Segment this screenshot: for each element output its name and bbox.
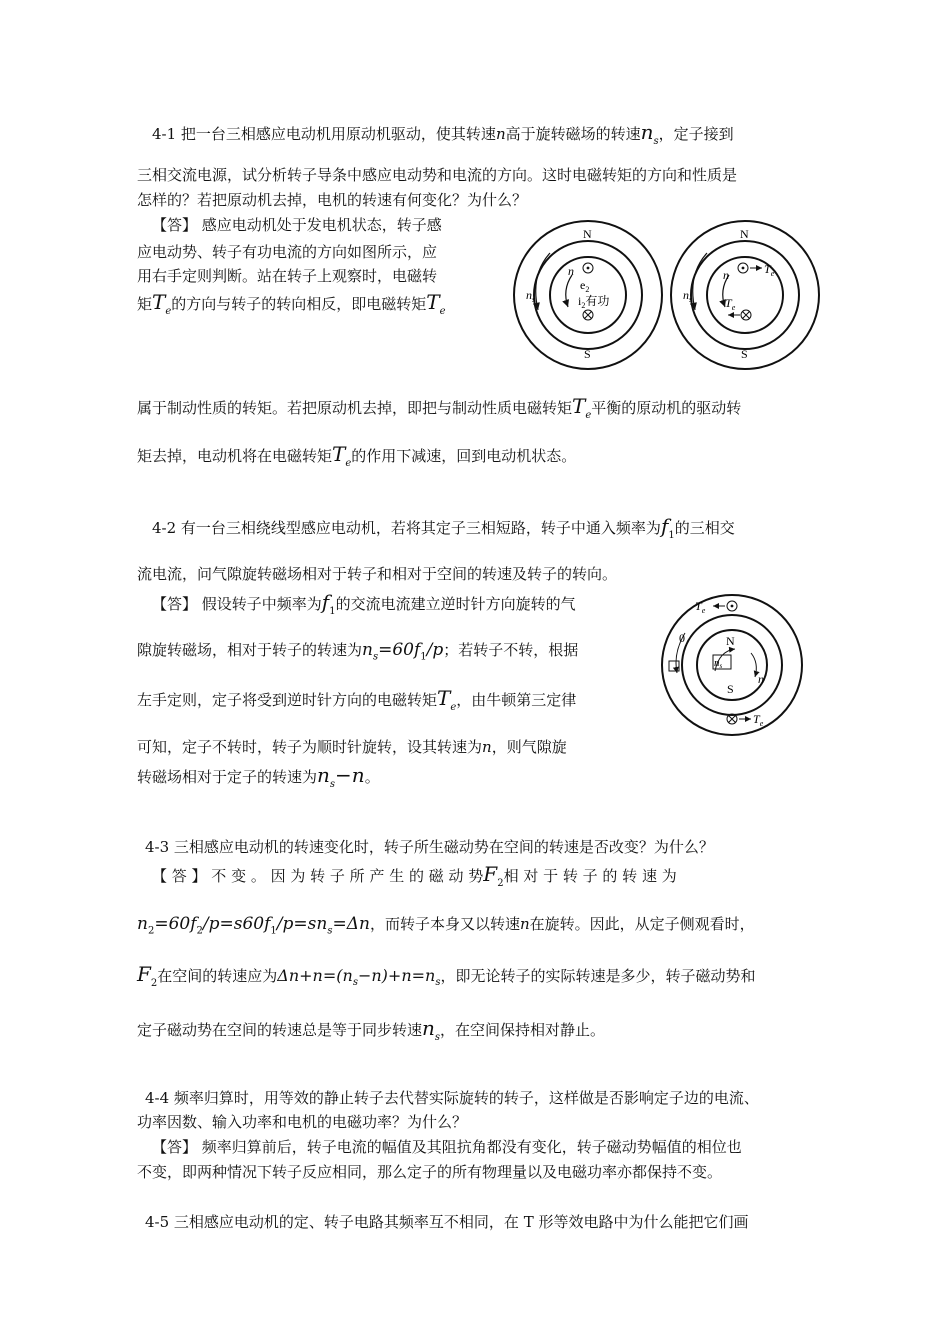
math-f1: $f_1$ xyxy=(660,514,675,541)
q3-answer-1 xyxy=(152,864,677,894)
stator-box-icon xyxy=(669,661,679,671)
math-ns-formula: $n_s=60f_1/p$ xyxy=(362,640,444,663)
ns-label: ns xyxy=(714,657,723,670)
q1-line-2: 三相交流电源，试分析转子导条中感应电动势和电流的方向。这时电磁转矩的方向和性质是 xyxy=(137,166,738,184)
q3-text: 在空间的转速应为 xyxy=(157,967,278,985)
q2-answer-1 xyxy=(152,592,576,622)
q2-answer-2 xyxy=(137,640,578,667)
math-n: n xyxy=(495,125,506,143)
south-label: S xyxy=(584,347,591,361)
q3-answer-3 xyxy=(137,964,755,994)
math-F2: $F_2$ xyxy=(137,962,158,989)
q1-text: 高于旋转磁场的转速 xyxy=(505,125,641,143)
figure-stator-shorted xyxy=(655,593,805,738)
q2-text: 4-2 有一台三相绕线型感应电动机，若将其定子三相短路，转子中通入频率为 xyxy=(152,519,661,537)
q1-answer-6 xyxy=(137,444,576,474)
q2-line-2: 流电流，问气隙旋转磁场相对于转子和相对于空间的转速及转子的转向。 xyxy=(137,565,618,583)
q2-text: 的交流电流建立逆时针方向旋转的气 xyxy=(335,595,576,613)
n-label: n xyxy=(758,672,764,686)
q1-answer-4 xyxy=(137,292,446,322)
q4-line-1: 4-4 频率归算时，用等效的静止转子去代替实际旋转的转子，这样做是否影响定子边的电流、 xyxy=(145,1089,759,1107)
q1-text: 的方向与转子的转向相反，即电磁转矩 xyxy=(171,295,427,313)
q1-answer-3: 用右手定则判断。站在转子上观察时，电磁转 xyxy=(137,267,438,285)
q4-line-2: 功率因数、输入功率和电机的电磁功率？为什么？ xyxy=(137,1113,468,1131)
math-ns: $n_s$ xyxy=(422,1016,441,1043)
q2-answer-3 xyxy=(137,688,576,718)
q4-answer-1: 【答】 频率归算前后，转子电流的幅值及其阻抗角都没有变化，转子磁动势幅值的相位也 xyxy=(152,1138,742,1156)
math-Te: $T_e$ xyxy=(572,394,592,421)
q2-text: ，则气隙旋 xyxy=(491,738,567,756)
q2-text: ；若转子不转，根据 xyxy=(443,641,579,659)
north-label: N xyxy=(583,227,592,241)
south-label: S xyxy=(727,682,734,696)
q2-text: 左手定则，定子将受到逆时针方向的电磁转矩 xyxy=(137,691,438,709)
q2-text: 隙旋转磁场，相对于转子的转速为 xyxy=(137,641,363,659)
math-n2-formula: $n_2=60f_2/p=s60f_1/p=sn_s=\Delta n$ xyxy=(137,914,370,937)
q2-text: 可知，定子不转时，转子为顺时针旋转，设其转速为 xyxy=(137,738,483,756)
q1-line-3: 怎样的？若把原动机去掉，电机的转速有何变化？为什么？ xyxy=(137,191,528,209)
Te-label: $T_e$ xyxy=(725,296,736,312)
q2-text: 【答】 假设转子中频率为 xyxy=(152,595,322,613)
q2-text: 的三相交 xyxy=(674,519,735,537)
q1-text: 4-1 把一台三相感应电动机用原动机驱动，使其转速 xyxy=(152,125,496,143)
q2-text: 转磁场相对于定子的转速为 xyxy=(137,768,318,786)
q3-answer-2 xyxy=(137,914,755,941)
ns-label: $n_s$ xyxy=(683,288,693,304)
math-ns: $n_s$ xyxy=(640,120,659,147)
q2-text: ，由牛顿第三定律 xyxy=(456,691,577,709)
q3-line-1: 4-3 三相感应电动机的转速变化时，转子所生磁动势在空间的转速是否改变？为什么？ xyxy=(145,838,714,856)
q1-answer-1: 【答】 感应电动机处于发电机状态，转子感 xyxy=(152,216,442,234)
q3-text: ，即无论转子的实际转速是多少，转子磁动势和 xyxy=(440,967,756,985)
q1-text: 的作用下减速，回到电动机状态。 xyxy=(351,447,577,465)
math-Te: $T_e$ xyxy=(332,442,352,469)
q5-line-1: 4-5 三相感应电动机的定、转子电路其频率互不相同，在 T 形等效电路中为什么能把它们画 xyxy=(145,1213,749,1231)
north-label: N xyxy=(740,227,749,241)
q1-text: 属于制动性质的转矩。若把原动机去掉，即把与制动性质电磁转矩 xyxy=(137,399,573,417)
math-ns-minus-n: $n_s-n$ xyxy=(317,763,365,790)
q3-answer-4 xyxy=(137,1018,605,1048)
q3-text: 相 对 于 转 子 的 转 速 为 xyxy=(503,867,677,885)
Te-label: $T_e$ xyxy=(695,599,706,615)
q2-text: 。 xyxy=(364,768,380,786)
q2-answer-4 xyxy=(137,737,567,757)
q3-text: ，而转子本身又以转速 xyxy=(369,915,520,933)
math-speed-formula: $\Delta n+n=(n_s-n)+n=n_s$ xyxy=(277,966,441,989)
Te-label: $T_e$ xyxy=(753,712,764,728)
math-n: n xyxy=(519,915,530,933)
q1-line-1 xyxy=(152,122,734,152)
q2-answer-5 xyxy=(137,765,380,795)
q3-text: 【 答 】 不 变 。 因 为 转 子 所 产 生 的 磁 动 势 xyxy=(152,867,484,885)
q1-text: 矩 xyxy=(137,295,153,313)
machine-right xyxy=(671,221,819,369)
dot-icon xyxy=(742,267,745,270)
figure-generator-state xyxy=(510,215,840,375)
math-F2: $F_2$ xyxy=(483,862,504,889)
q1-answer-5 xyxy=(137,396,741,426)
machine-left xyxy=(514,221,662,369)
north-label: N xyxy=(726,634,735,648)
math-Te: $T_e$ xyxy=(152,290,172,317)
dot-icon xyxy=(587,267,590,270)
q1-answer-2: 应电动势、转子有功电流的方向如图所示，应 xyxy=(137,243,438,261)
q1-text: 矩去掉，电动机将在电磁转矩 xyxy=(137,447,333,465)
q3-text: 在旋转。因此，从定子侧观看时， xyxy=(529,915,755,933)
q2-line-1 xyxy=(152,516,735,546)
math-Te: $T_e$ xyxy=(437,686,457,713)
q3-text: 定子磁动势在空间的转速总是等于同步转速 xyxy=(137,1021,423,1039)
q3-text: ，在空间保持相对静止。 xyxy=(440,1021,606,1039)
zero-label: 0 xyxy=(679,631,685,645)
math-n: n xyxy=(482,738,492,756)
ns-label: $n_s$ xyxy=(526,288,536,304)
math-Te: $T_e$ xyxy=(426,290,446,317)
math-f1: $f_1$ xyxy=(321,590,336,617)
q1-text: ，定子接到 xyxy=(658,125,734,143)
south-label: S xyxy=(741,347,748,361)
n-label: n xyxy=(568,264,574,278)
n-label: n xyxy=(723,268,729,282)
Te-label: $T_e$ xyxy=(764,262,775,278)
q1-text: 平衡的原动机的驱动转 xyxy=(591,399,742,417)
q4-answer-2: 不变，即两种情况下转子反应相同，那么定子的所有物理量以及电磁功率亦都保持不变。 xyxy=(137,1163,723,1181)
e2-label: $e_2$ xyxy=(580,278,590,294)
dot-icon xyxy=(731,605,734,608)
i2-label: $i_2$有功 xyxy=(578,294,610,310)
